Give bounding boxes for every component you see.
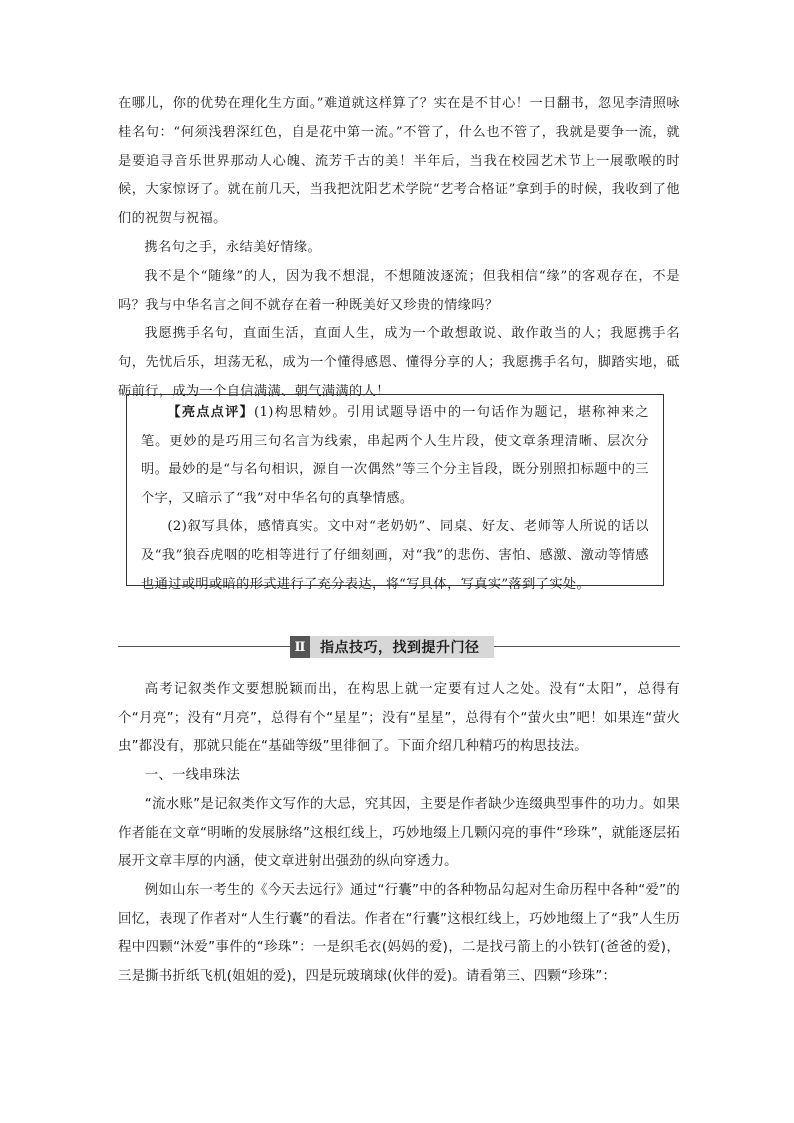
body-paragraph-2: “流水账”是记叙类作文写作的大忌，究其因，主要是作者缺少连缀典型事件的功力。如果作者能在文章“明晰的发展脉络”这根红线上，巧妙地缀上几颗闪亮的事件“珍珠”，就能逐层拓展开文章丰厚的内涵，使文章进射出强劲的纵向穿透力。 bbox=[118, 796, 680, 870]
essay-paragraph-1: 在哪儿，你的优势在理化生方面。”难道就这样算了？实在是不甘心！一日翻书，忽见李清照咏桂名句：“何须浅碧深红色，自是花中第一流。”不管了，什么也不管了，我就是要争一流，就是要追寻音乐世界那动人心魄、流芳千古的美！半年后，当我在校园艺术节上一展歌喉的时候，大家惊讶了。就在前几天，当我把沈阳艺术学院“艺考合格证”拿到手的时候，我收到了他们的祝贺与祝福。 bbox=[118, 96, 680, 227]
section-title: 指点技巧，找到提升门径 bbox=[310, 636, 494, 658]
body-paragraph-1: 高考记叙类作文要想脱颖而出，在构思上就一定要有过人之处。没有“太阳”，总得有个“月亮”；没有“月亮”，总得有个“星星”；没有“星星”，总得有个“萤火虫”吧！如果连“萤火虫”都没有，那就只能在“基础等级”里徘徊了。下面介绍几种精巧的构思技法。 bbox=[118, 682, 680, 755]
comment-label: 【亮点点评】 bbox=[167, 405, 254, 420]
instruction-body bbox=[118, 676, 680, 992]
section-number: Ⅱ bbox=[290, 636, 310, 658]
section-badge bbox=[290, 636, 494, 658]
highlight-comment-box bbox=[126, 394, 664, 592]
body-paragraph-3: 例如山东一考生的《今天去远行》通过“行囊”中的各种物品勾起对生命历程中各种“爱”的回忆，表现了作者对“人生行囊”的看法。作者在“行囊”这根红线上，巧妙地缀上了“我”人生历程中四颗“沐爱”事件的“珍珠”：一是织毛衣(妈妈的爱)，二是找弓箭上的小铁钉(爸爸的爱)，三是撕书折纸飞机(姐姐的爱)，四是玩玻璃球(伙伴的爱)。请看第三、四颗“珍珠”： bbox=[118, 882, 680, 985]
essay-paragraph-2: 携名句之手，永结美好情缘。 bbox=[144, 239, 322, 255]
essay-paragraph-3: 我不是个“随缘”的人，因为我不想混，不想随波逐流；但我相信“缘”的客观存在，不是吗？我与中华名言之间不就存在着一种既美好又珍贵的情缘吗？ bbox=[118, 268, 680, 313]
body-heading-1: 一、一线串珠法 bbox=[144, 768, 240, 784]
comment-paragraph-2: (2)叙写具体，感情真实。文中对“老奶奶”、同桌、好友、老师等人所说的话以及“我”狼吞虎咽的吃相等进行了仔细刻画，对“我”的悲伤、害怕、感激、激动等情感也通过或明或暗的形式进行了充分表达，将“写具体，写真实”落到了实处。 bbox=[141, 519, 649, 592]
section-header bbox=[118, 636, 680, 658]
essay-paragraph-4: 我愿携手名句，直面生活，直面人生，成为一个敢想敢说、敢作敢当的人；我愿携手名句，先忧后乐，坦荡无私，成为一个懂得感恩、懂得分享的人；我愿携手名句，脚踏实地，砥砺前行，成为一个自信满满、朝气满满的人！ bbox=[118, 326, 680, 399]
essay-excerpt bbox=[118, 90, 680, 407]
comment-paragraph-1 bbox=[141, 399, 649, 513]
comment-text-1: (1)构思精妙。引用试题导语中的一句话作为题记，堪称神来之笔。更妙的是巧用三句名言为线索，串起两个人生片段，使文章条理清晰、层次分明。最妙的是“与名句相识，源自一次偶然”等三个分主旨段，既分别照扣标题中的三个字，又暗示了“我”对中华名句的真挚情感。 bbox=[141, 405, 649, 506]
